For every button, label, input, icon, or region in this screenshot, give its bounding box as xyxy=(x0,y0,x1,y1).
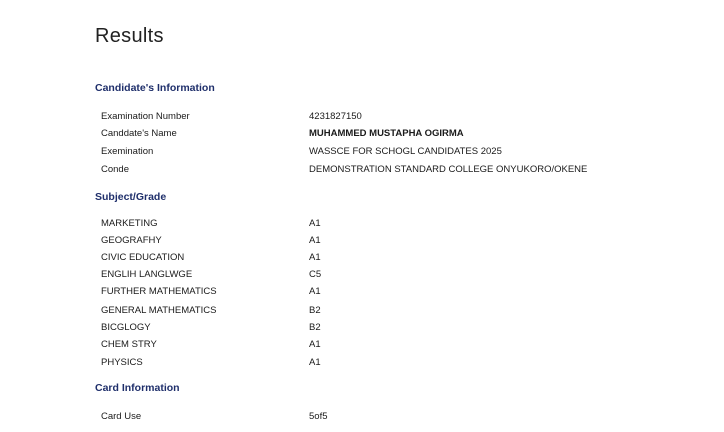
row-label: Conde xyxy=(101,164,129,175)
subject-grade-heading: Subject/Grade xyxy=(95,191,167,203)
subject-grade: A1 xyxy=(309,339,321,350)
candidate-row-centre xyxy=(101,163,621,177)
subject-row xyxy=(101,356,621,370)
subject-name: CIVIC EDUCATION xyxy=(101,252,185,263)
subject-row xyxy=(101,321,621,335)
candidate-info-heading: Candidate's Information xyxy=(95,82,215,94)
row-value: WASSCE FOR SCHOGL CANDIDATES 2025 xyxy=(309,146,502,157)
subject-row xyxy=(101,338,621,352)
row-value: MUHAMMED MUSTAPHA OGIRMA xyxy=(309,128,464,139)
row-label: Canddate's Name xyxy=(101,128,177,139)
subject-grade: C5 xyxy=(309,269,322,280)
row-label: Exemination xyxy=(101,146,154,157)
row-value: 4231827150 xyxy=(309,111,362,122)
subject-name: ENGLIH LANGLWGE xyxy=(101,269,193,280)
subject-grade: A1 xyxy=(309,218,321,229)
candidate-row-name xyxy=(101,127,621,141)
card-info-heading: Card Information xyxy=(95,382,180,394)
subject-name: FURTHER MATHEMATICS xyxy=(101,286,217,297)
candidate-row-exam-number xyxy=(101,110,621,124)
subject-name: MARKETING xyxy=(101,218,158,229)
subject-grade: A1 xyxy=(309,357,321,368)
subject-grade: B2 xyxy=(309,305,321,316)
row-label: Card Use xyxy=(101,411,142,422)
subject-row xyxy=(101,251,621,265)
subject-row xyxy=(101,217,621,231)
row-value: DEMONSTRATION STANDARD COLLEGE ONYUKORO/OKENE xyxy=(309,164,588,175)
subject-grade: A1 xyxy=(309,286,321,297)
subject-name: GENERAL MATHEMATICS xyxy=(101,305,217,316)
subject-row xyxy=(101,304,621,318)
card-row-use xyxy=(101,410,621,424)
subject-name: BICGLOGY xyxy=(101,322,151,333)
subject-grade: A1 xyxy=(309,235,321,246)
subject-grade: A1 xyxy=(309,252,321,263)
subject-name: PHYSICS xyxy=(101,357,143,368)
candidate-row-examination xyxy=(101,145,621,159)
subject-row xyxy=(101,234,621,248)
row-label: Examination Number xyxy=(101,111,190,122)
subject-name: CHEM STRY xyxy=(101,339,157,350)
subject-name: GEOGRAFHY xyxy=(101,235,162,246)
subject-row xyxy=(101,268,621,282)
subject-grade: B2 xyxy=(309,322,321,333)
subject-row xyxy=(101,285,621,299)
row-value: 5of5 xyxy=(309,411,328,422)
page-title: Results xyxy=(95,25,164,47)
